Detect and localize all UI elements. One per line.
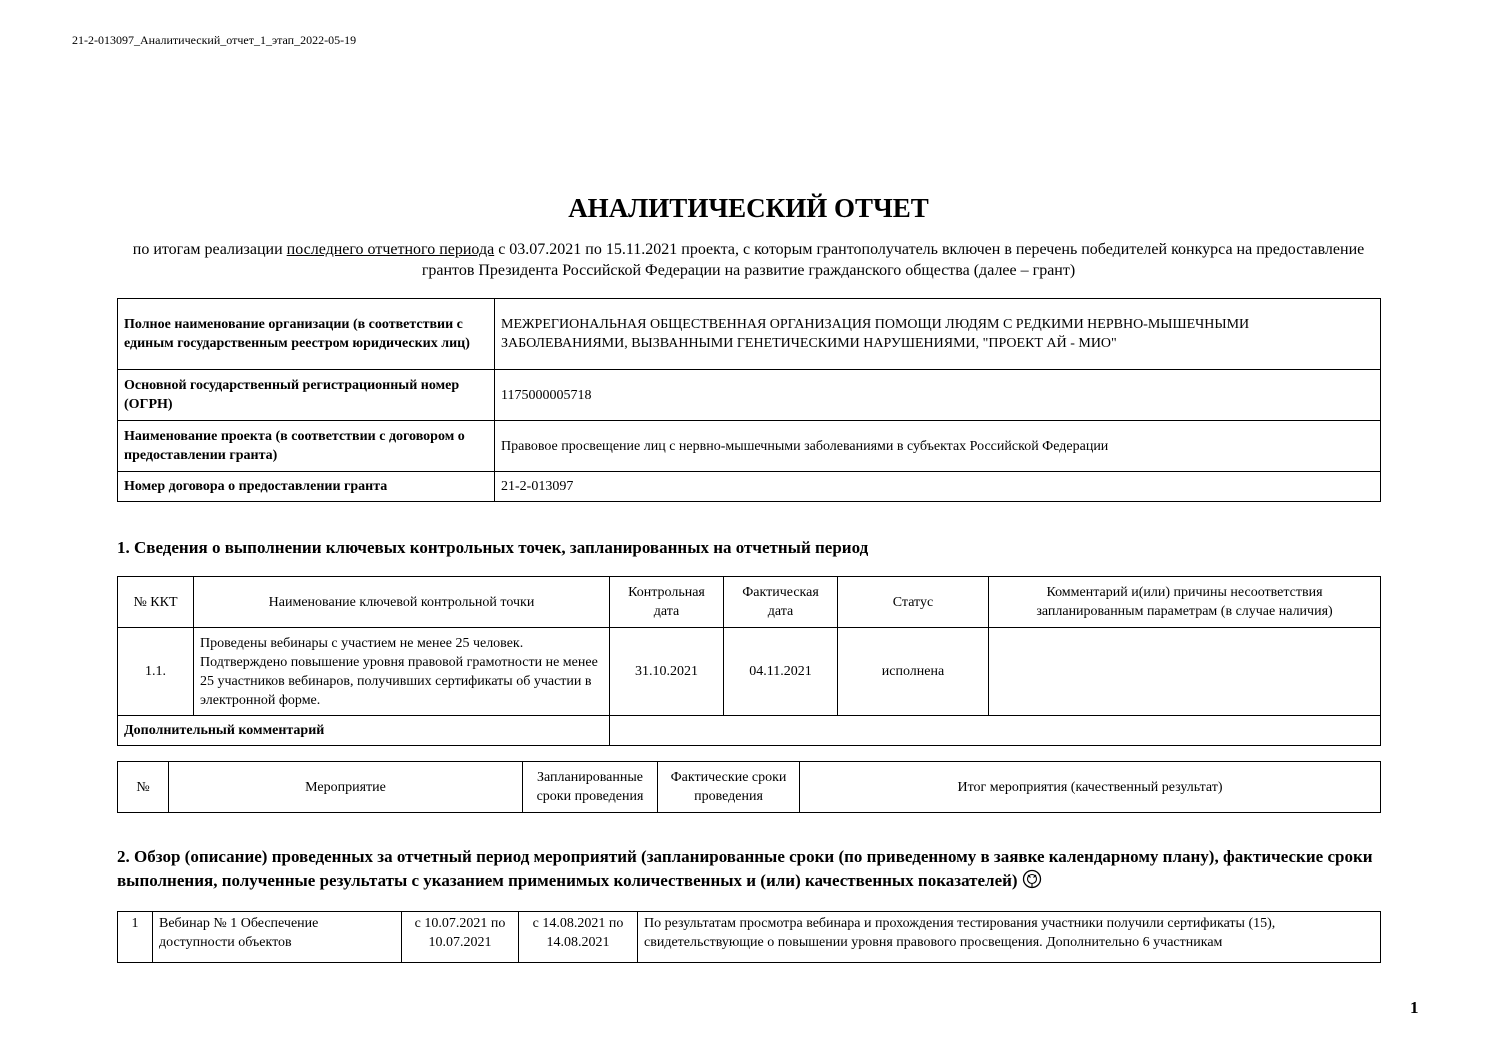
kkt-comment [989,628,1381,716]
page-number: 1 [1410,998,1419,1017]
org-value: МЕЖРЕГИОНАЛЬНАЯ ОБЩЕСТВЕННАЯ ОРГАНИЗАЦИЯ ПОМОЩИ ЛЮДЯМ С РЕДКИМИ НЕРВНО-МЫШЕЧНЫМИ ЗАБОЛЕВАНИЯМИ, ВЫЗВАННЫМИ ГЕНЕТИЧЕСКИМИ НАРУШЕНИЯМИ, "ПРОЕКТ АЙ - МИО" [495,299,1381,370]
additional-comment-label: Дополнительный комментарий [118,716,610,746]
kkt-control-date: 31.10.2021 [610,628,724,716]
organization-info-table [117,298,1381,502]
events-header-actual: Фактические сроки проведения [658,762,800,813]
org-value: 21-2-013097 [495,472,1381,502]
kkt-additional-row [118,716,1381,746]
table-row [118,912,1381,963]
subtitle-underlined: последнего отчетного периода [286,241,495,258]
kkt-name: Проведены вебинары с участием не менее 25 человек. Подтверждено повышение уровня правовой грамотности не менее 25 участников вебинаров, получивших сертификаты об участии в электронной форме. [194,628,610,716]
events-header-row [118,762,1381,813]
table-row [118,628,1381,716]
events-table [117,911,1381,963]
org-label: Основной государственный регистрационный номер (ОГРН) [118,370,495,421]
org-label: Полное наименование организации (в соответствии с единым государственным реестром юридических лиц) [118,299,495,370]
report-title: АНАЛИТИЧЕСКИЙ ОТЧЕТ [568,193,929,223]
document-id: 21-2-013097_Аналитический_отчет_1_этап_2022-05-19 [72,33,357,47]
kkt-header-status: Статус [838,577,989,628]
report-subtitle [130,239,1367,281]
org-value: 1175000005718 [495,370,1381,421]
org-row-name [118,299,1381,370]
event-num: 1 [118,912,153,963]
kkt-actual-date: 04.11.2021 [724,628,838,716]
events-header-result: Итог мероприятия (качественный результат) [800,762,1381,813]
section1-title: 1. Сведения о выполнении ключевых контрольных точек, запланированных на отчетный период [117,538,869,557]
kkt-header-name: Наименование ключевой контрольной точки [194,577,610,628]
additional-comment-value [610,716,1381,746]
org-row-contract [118,472,1381,502]
info-circle-icon[interactable] [1022,869,1042,889]
events-header-name: Мероприятие [169,762,523,813]
kkt-header-comment: Комментарий и(или) причины несоответствия запланированным параметрам (в случае наличия) [989,577,1381,628]
event-result: По результатам просмотра вебинара и прохождения тестирования участники получили сертификаты (15), свидетельствующие о повышении уровня правового просвещения. Дополнительно 6 участникам [638,912,1381,963]
kkt-header-num: № ККТ [118,577,194,628]
org-value: Правовое просвещение лиц с нервно-мышечными заболеваниями в субъектах Российской Федерации [495,421,1381,472]
event-name: Вебинар № 1 Обеспечение доступности объектов [153,912,402,963]
kkt-header-control-date: Контрольная дата [610,577,724,628]
events-header-planned: Запланированные сроки проведения [523,762,658,813]
section2-title [117,845,1387,893]
events-header-table [117,761,1381,813]
org-label: Наименование проекта (в соответствии с договором о предоставлении гранта) [118,421,495,472]
kkt-header-actual-date: Фактическая дата [724,577,838,628]
org-row-project [118,421,1381,472]
event-planned: с 10.07.2021 по 10.07.2021 [402,912,519,963]
kkt-header-row [118,577,1381,628]
subtitle-part2: с 03.07.2021 по 15.11.2021 проекта, с которым грантополучатель включен в перечень победителей конкурса на предоставление грантов Президента Российской Федерации на развитие гражданского общества (далее – грант) [421,241,1365,279]
subtitle-part1: по итогам реализации [132,241,287,258]
events-header-num: № [118,762,169,813]
org-label: Номер договора о предоставлении гранта [118,472,495,502]
kkt-status: исполнена [838,628,989,716]
kkt-table [117,576,1381,746]
org-row-ogrn [118,370,1381,421]
kkt-num: 1.1. [118,628,194,716]
event-actual: с 14.08.2021 по 14.08.2021 [519,912,638,963]
section2-title-text: 2. Обзор (описание) проведенных за отчетный период мероприятий (запланированные сроки (по приведенному в заявке календарному плану), фактические сроки выполнения, полученные результаты с указанием применимых количественных и (или) качественных показателей) [117,847,1373,890]
